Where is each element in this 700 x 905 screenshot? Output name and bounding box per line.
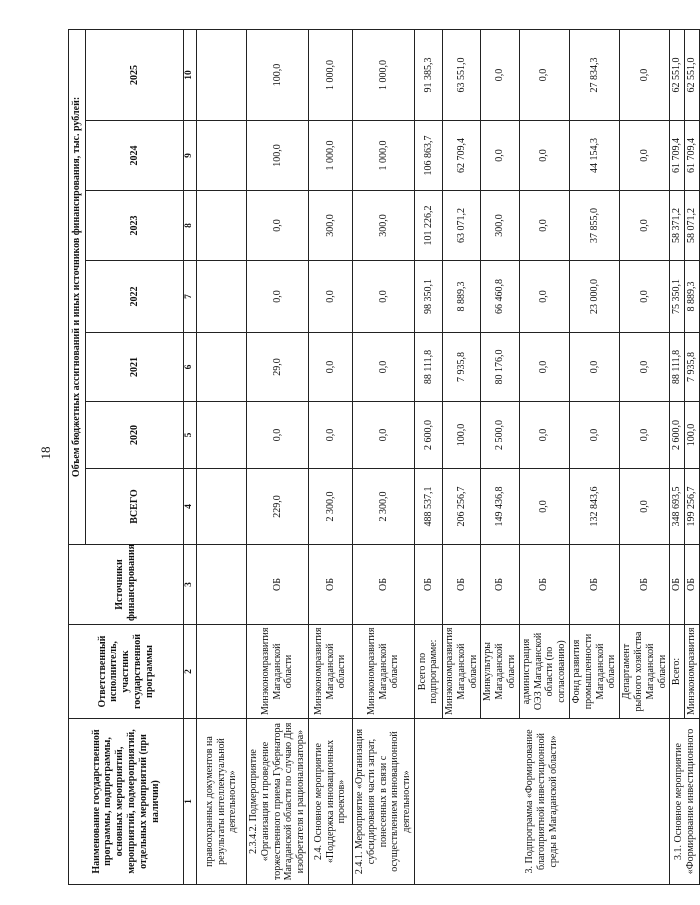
row-executor: Департамент рыбного хозяйства Магаданской области [620,625,670,719]
column-number: 4 [184,469,197,545]
value-2022: 98 350,1 [414,261,442,333]
header-year-2024: 2024 [86,121,184,191]
header-source: Источники финансирования [69,545,184,625]
column-number: 10 [184,29,197,120]
value-2025 [197,29,247,120]
value-2025: 62 551,0 [670,29,685,120]
value-2024: 62 709,4 [442,121,480,191]
column-number: 6 [184,333,197,402]
row-name: 2.4.1. Мероприятие «Организация субсидирования части затрат, понесенных в связи с осуществлением инновационной деятельности» [352,719,414,885]
value-2022: 8 889,3 [685,261,700,333]
value-2020: 0,0 [308,402,352,469]
value-2020: 2 500,0 [481,402,519,469]
value-2024: 0,0 [519,121,569,191]
row-name: 2.4. Основное мероприятие «Поддержка инновационных проектов» [308,719,352,885]
value-2020: 0,0 [569,402,619,469]
value-2022: 0,0 [620,261,670,333]
value-2023: 101 226,2 [414,191,442,261]
value-2023: 0,0 [620,191,670,261]
row-source: ОБ [685,545,700,625]
value-2021: 0,0 [308,333,352,402]
table-row [414,29,442,884]
value-2025: 100,0 [247,29,309,120]
column-number: 3 [184,545,197,625]
row-executor: Всего по подпрограмме: [414,625,442,719]
row-source: ОБ [442,545,480,625]
header-group: Объем бюджетных ассигнований и иных источников финансирования, тыс. рублей: [69,29,86,544]
value-total: 348 693,5 [670,469,685,545]
header-year-2023: 2023 [86,191,184,261]
value-2020: 0,0 [247,402,309,469]
value-2023: 0,0 [247,191,309,261]
value-2021: 7 935,8 [685,333,700,402]
value-2024: 1 000,0 [308,121,352,191]
value-2022: 0,0 [519,261,569,333]
value-2023: 300,0 [352,191,414,261]
value-2022: 0,0 [352,261,414,333]
value-2022 [197,261,247,333]
value-2020: 100,0 [685,402,700,469]
value-2025: 0,0 [620,29,670,120]
value-2024: 61 709,4 [685,121,700,191]
value-2022: 8 889,3 [442,261,480,333]
column-number: 8 [184,191,197,261]
value-2025: 0,0 [519,29,569,120]
value-2020: 0,0 [620,402,670,469]
value-2020: 2 600,0 [414,402,442,469]
row-source: ОБ [414,545,442,625]
value-2022: 75 350,1 [670,261,685,333]
value-total: 229,0 [247,469,309,545]
value-2022: 66 460,8 [481,261,519,333]
value-2021: 80 176,0 [481,333,519,402]
row-name: 3.1. Основное мероприятие «Формирование инвестиционного [670,719,700,885]
value-2025: 62 551,0 [685,29,700,120]
value-2021: 0,0 [352,333,414,402]
value-2022: 0,0 [247,261,309,333]
row-source: ОБ [569,545,619,625]
value-2023: 58 371,2 [670,191,685,261]
header-year-2025: 2025 [86,29,184,120]
row-executor: Минкультуры Магаданской области [481,625,519,719]
value-2020 [197,402,247,469]
value-2021: 29,0 [247,333,309,402]
table-row [247,29,309,884]
value-total: 488 537,1 [414,469,442,545]
row-executor: Минэкономразвития Магаданской области [308,625,352,719]
page-number: 18 [38,446,53,460]
row-executor: Минэкономразвития [685,625,700,719]
rotated-table-wrapper [68,30,698,885]
value-2024: 1 000,0 [352,121,414,191]
value-2023: 300,0 [481,191,519,261]
value-total: 2 300,0 [352,469,414,545]
value-total: 199 256,7 [685,469,700,545]
row-name: 2.3.4.2. Подмероприятие «Организация и проведение торжественного приема Губернатора Магаданской области по случаю Дня изобретателя и рационализатора» [247,719,309,885]
column-number: 9 [184,121,197,191]
value-2023: 0,0 [519,191,569,261]
row-executor: Всего: [670,625,685,719]
value-2021: 88 111,8 [670,333,685,402]
row-executor: администрация ОЭЗ Магаданской области (по согласованию) [519,625,569,719]
header-year-2020: 2020 [86,402,184,469]
header-name: Наименование государственной программы, подпрограммы, основных мероприятий, мероприятий, подмероприятий, отдельных мероприятий (при наличии) [69,719,184,885]
value-2020: 0,0 [519,402,569,469]
value-2021: 0,0 [620,333,670,402]
value-2021 [197,333,247,402]
value-2024: 44 154,3 [569,121,619,191]
value-2024: 0,0 [620,121,670,191]
row-source: ОБ [308,545,352,625]
table-row [670,29,685,884]
document-sheet [68,30,698,885]
value-2020: 0,0 [352,402,414,469]
value-2025: 91 385,3 [414,29,442,120]
value-total: 132 843,6 [569,469,619,545]
column-number: 5 [184,402,197,469]
row-name: правоохранных документов на результаты интеллектуальной деятельности» [197,719,247,885]
value-2024: 106 863,7 [414,121,442,191]
value-total: 206 256,7 [442,469,480,545]
value-2020: 2 600,0 [670,402,685,469]
financing-table [68,29,700,885]
row-executor: Минэкономразвития Магаданской области [247,625,309,719]
value-total [197,469,247,545]
row-executor: Фонд развития промышленности Магаданской области [569,625,619,719]
table-row [352,29,414,884]
value-2025: 27 834,3 [569,29,619,120]
value-2025: 1 000,0 [308,29,352,120]
subprogram-name: 3. Подпрограмма «Формирование благоприятной инвестиционной среды в Магаданской области» [414,719,669,885]
row-source: ОБ [670,545,685,625]
header-executor: Ответственный исполнитель, участник государственной программы [69,625,184,719]
row-executor: Минэкономразвития Магаданской области [352,625,414,719]
value-2022: 0,0 [308,261,352,333]
column-number: 2 [184,625,197,719]
value-2024: 61 709,4 [670,121,685,191]
value-2023: 300,0 [308,191,352,261]
value-total: 2 300,0 [308,469,352,545]
value-total: 0,0 [519,469,569,545]
header-year-2021: 2021 [86,333,184,402]
value-2024 [197,121,247,191]
value-2025: 1 000,0 [352,29,414,120]
value-2023: 63 071,2 [442,191,480,261]
row-source: ОБ [481,545,519,625]
value-2024: 100,0 [247,121,309,191]
column-number: 7 [184,261,197,333]
value-2023: 58 071,2 [685,191,700,261]
value-2025: 0,0 [481,29,519,120]
row-source: ОБ [247,545,309,625]
value-2021: 0,0 [519,333,569,402]
value-2021: 88 111,8 [414,333,442,402]
value-2021: 7 935,8 [442,333,480,402]
value-2021: 0,0 [569,333,619,402]
value-total: 149 436,8 [481,469,519,545]
header-year-2022: 2022 [86,261,184,333]
table-body [197,29,700,884]
column-number: 1 [184,719,197,885]
value-2020: 100,0 [442,402,480,469]
table-row [197,29,247,884]
row-source: ОБ [620,545,670,625]
value-total: 0,0 [620,469,670,545]
value-2024: 0,0 [481,121,519,191]
column-numbers-row [184,29,197,884]
row-executor: Минэкономразвития Магаданской области [442,625,480,719]
value-2023: 37 855,0 [569,191,619,261]
row-source: ОБ [519,545,569,625]
table-row [308,29,352,884]
value-2025: 63 551,0 [442,29,480,120]
row-executor [197,625,247,719]
value-2022: 23 000,0 [569,261,619,333]
row-source [197,545,247,625]
value-2023 [197,191,247,261]
table-header [69,29,197,884]
header-year-total: ВСЕГО [86,469,184,545]
row-source: ОБ [352,545,414,625]
